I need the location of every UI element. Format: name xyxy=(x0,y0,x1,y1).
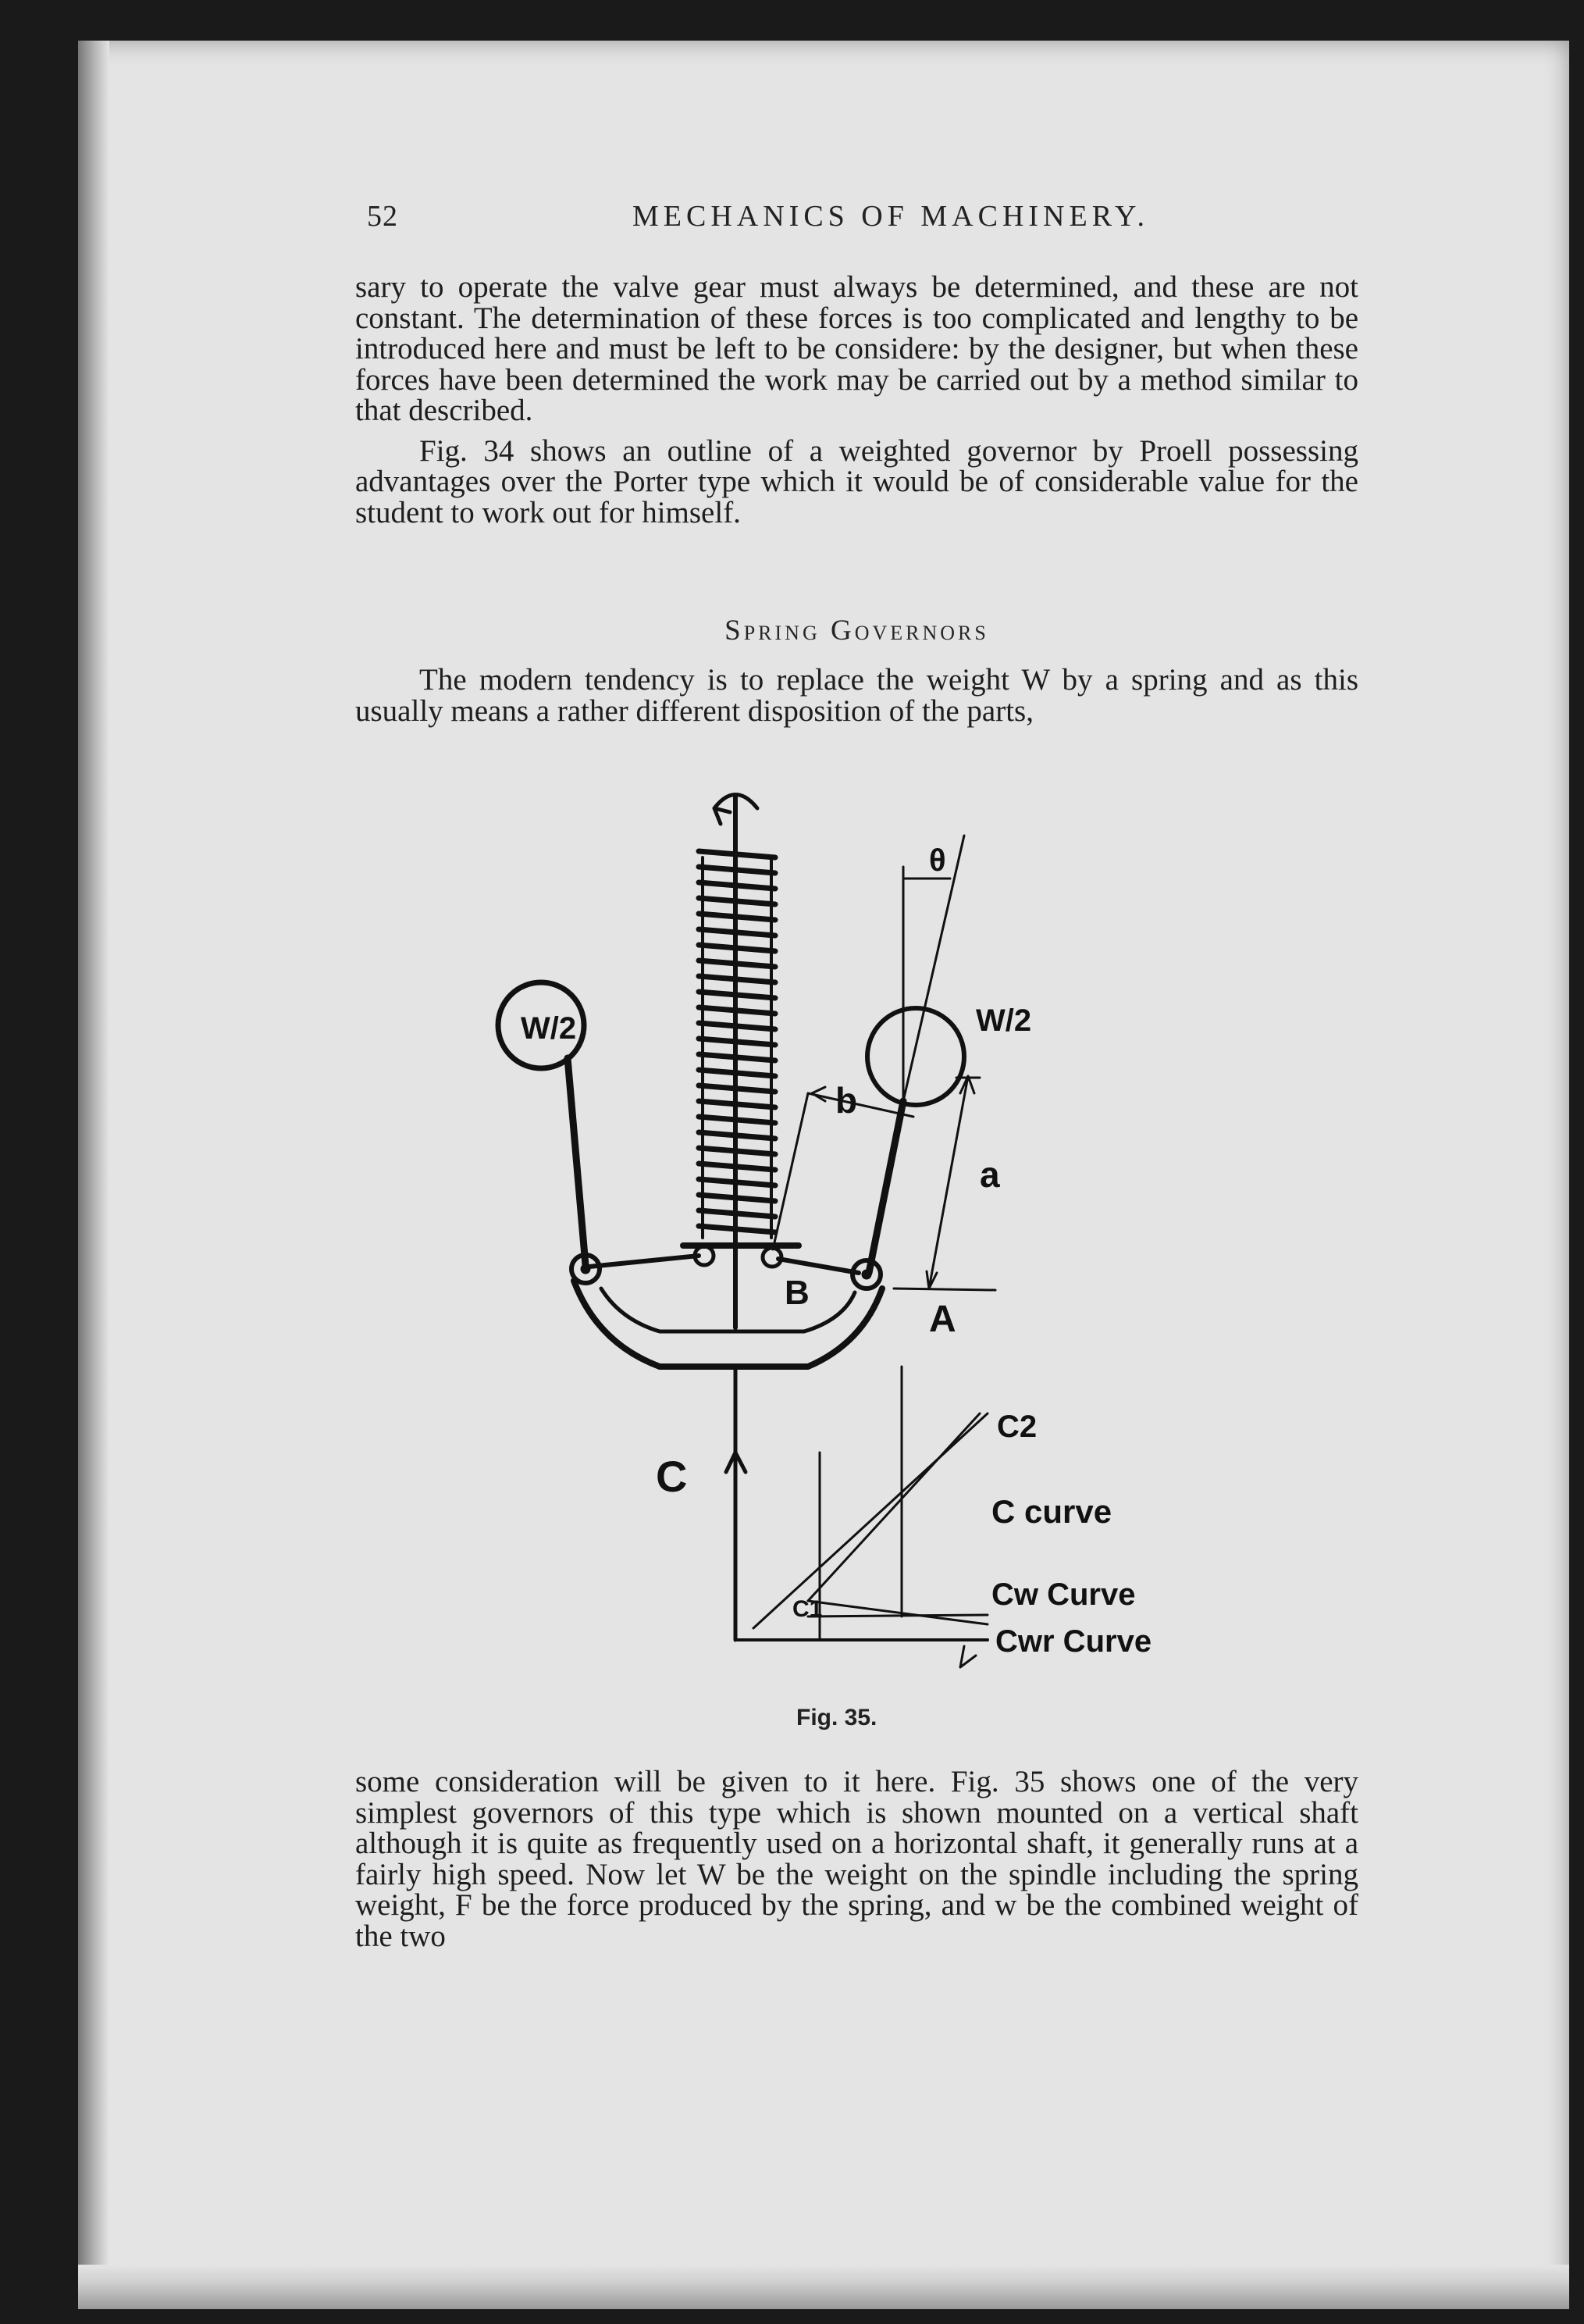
c2-line xyxy=(808,1413,980,1601)
label-C2: C2 xyxy=(997,1410,1038,1444)
right-weight-ball xyxy=(867,1008,964,1105)
figure-caption: Fig. 35. xyxy=(796,1705,877,1731)
page-header xyxy=(367,199,1366,246)
label-A: A xyxy=(929,1299,956,1340)
text-block-top xyxy=(355,272,1358,528)
right-arm xyxy=(869,1101,903,1273)
running-head: MECHANICS OF MACHINERY. xyxy=(632,200,1150,233)
section-heading: Spring Governors xyxy=(724,615,989,647)
label-cwr-curve: Cwr Curve xyxy=(995,1624,1152,1659)
text-block-mid xyxy=(355,665,1358,726)
u-frame-outer xyxy=(574,1281,882,1367)
c-curve-line xyxy=(753,1413,988,1628)
paragraph: some consideration will be given to it here. Fig. 35 shows one of the very simplest governors of this type which is shown mounted on a vertical shaft although it is quite as frequently used on a horizontal shaft, it generally runs at a fairly high speed. Now let W be the weight on the spindle including the spring weight, F be the force produced by the spring, and w be the combined weight of the two xyxy=(355,1765,1358,1953)
left-arm xyxy=(568,1058,586,1265)
paragraph: sary to operate the valve gear must always be determined, and these are not constant. The determination of these forces is too complicated and lengthy to be introduced here and must be left to be considere: by the designer, but when these forces have been determined the work may be carried out by a method similar to that described. xyxy=(355,270,1358,427)
label-C1: C1 xyxy=(792,1596,823,1622)
label-c-curve: C curve xyxy=(991,1493,1112,1530)
label-a: a xyxy=(980,1154,1000,1195)
label-weight-left: W/2 xyxy=(521,1011,577,1046)
page-edge-left xyxy=(78,41,109,2309)
text-block-bottom xyxy=(355,1766,1358,1952)
figure-spring-governor xyxy=(347,750,1253,1702)
page-number: 52 xyxy=(367,200,398,233)
paragraph: The modern tendency is to replace the weight W by a spring and as this usually means a rather different disposition of the parts, xyxy=(355,663,1358,728)
label-cw-curve: Cw Curve xyxy=(991,1577,1136,1612)
label-B: B xyxy=(785,1274,810,1312)
label-b: b xyxy=(835,1080,858,1121)
governor-diagram xyxy=(347,750,1253,1702)
page-edge-bottom xyxy=(78,2265,1569,2309)
u-frame-inner xyxy=(601,1289,855,1331)
label-C: C xyxy=(656,1452,688,1501)
label-theta: θ xyxy=(929,843,946,878)
label-weight-right: W/2 xyxy=(976,1003,1032,1038)
paragraph: Fig. 34 shows an outline of a weighted governor by Proell possessing advantages over the Porter type which it would be of considerable value for the student to work out for himself. xyxy=(355,433,1358,529)
rotation-arrow-head xyxy=(714,808,730,824)
